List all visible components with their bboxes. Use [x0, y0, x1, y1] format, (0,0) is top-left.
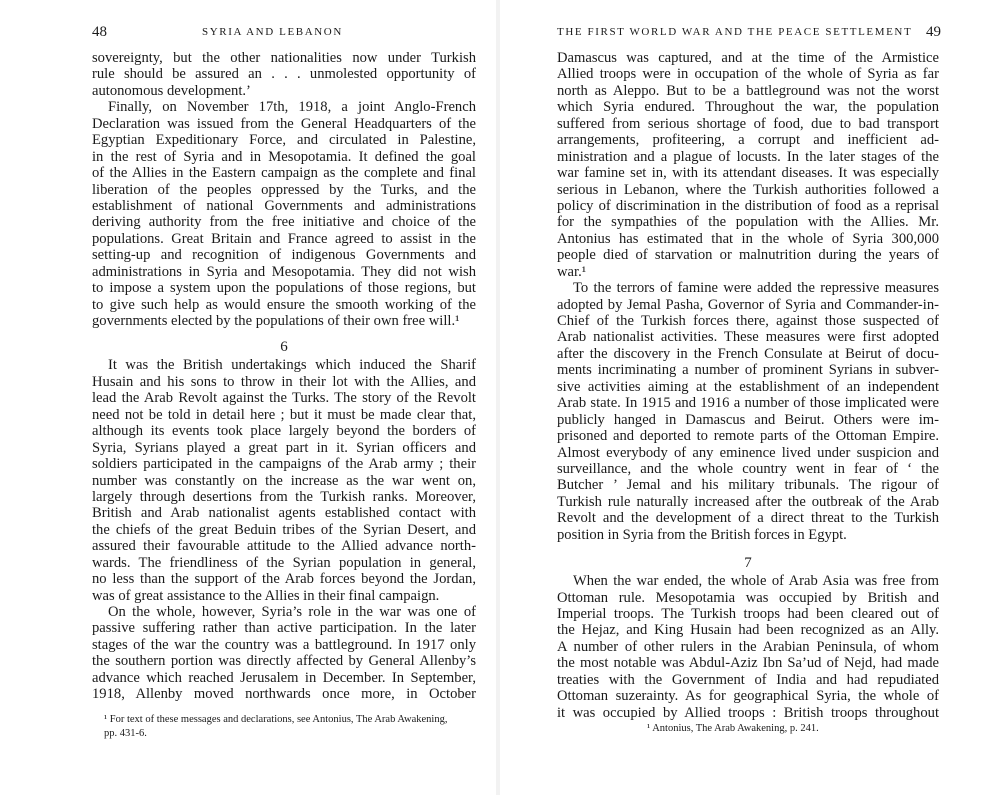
- text-line: it was occupied by Allied troops : British troops throughout: [557, 704, 939, 721]
- text-line: serious in Lebanon, where the Turkish authorities followed a: [557, 181, 939, 198]
- right-running-header: [557, 26, 941, 46]
- text-line: although its events took place largely beyond the borders of: [92, 423, 476, 440]
- right-paragraphs-bottom: [557, 573, 939, 721]
- text-line: largely through desertions from the Turkish ranks. Moreover,: [92, 488, 476, 505]
- text-line: in the rest of Syria and in Mesopotamia. It defined the goal: [92, 148, 476, 165]
- text-line: Imperial troops. The Turkish troops had been cleared out of: [557, 606, 939, 622]
- text-line: To the terrors of famine were added the repressive measures: [573, 280, 939, 297]
- text-line: war famine set in, with its attendant diseases. It was especially: [557, 165, 939, 182]
- text-line: deriving authority from the free initiative and choice of the: [92, 214, 476, 231]
- text-line: passive suffering rather than active participation. In the later: [92, 620, 476, 637]
- text-line: sovereignty, but the other nationalities now under Turkish: [92, 50, 476, 66]
- text-line: populations. Great Britain and France agreed to assist in the: [92, 230, 476, 247]
- text-line: lead the Arab Revolt against the Turks. The story of the Revolt: [92, 390, 476, 407]
- text-line: soldiers participated in the campaigns of the Arab army ; their: [92, 456, 476, 473]
- text-line: sive activities aiming at the establishment of an independent: [557, 378, 939, 395]
- text-line: to give such help as would ensure the smooth working of the: [92, 296, 476, 313]
- text-line: advance which reached Jerusalem in December. In September,: [92, 669, 476, 686]
- text-line: was of great assistance to the Allies in their final campaign.: [92, 587, 440, 604]
- text-line: north as Aleppo. But to be a battleground was not the worst: [557, 82, 939, 99]
- left-section-number: 6: [280, 339, 288, 356]
- right-footnote: [647, 722, 947, 736]
- text-line: establishment of national Governments and administrations: [92, 197, 476, 214]
- text-line: to impose a system upon the populations of those regions, but: [92, 280, 476, 297]
- text-line: Antonius has estimated that in the whole of Syria 300,000: [557, 230, 939, 247]
- text-line: liberation of the peoples oppressed by the Turks, and the: [92, 181, 476, 198]
- right-text-block: [557, 50, 939, 721]
- text-line: Arab nationalist activities. These measures were first adopted: [557, 329, 939, 346]
- text-line: surveillance, and the whole country went in fear of ‘ the: [557, 460, 939, 477]
- text-line: arrangements, profiteering, a corrupt and inefficient ad-: [557, 132, 939, 149]
- text-line: policy of discrimination in the distribution of food as a reprisal: [557, 197, 939, 214]
- text-line: suffered from serious shortage of food, due to bad transport: [557, 115, 939, 132]
- text-line: the most notable was Abdul-Aziz Ibn Sa’ud of Nejd, had made: [557, 655, 939, 672]
- right-page: [500, 0, 998, 795]
- text-line: On the whole, however, Syria’s role in the war was one of: [108, 604, 476, 620]
- left-footnote-line: ¹ For text of these messages and declarations, see Antonius, The Arab Awakening,: [104, 714, 448, 725]
- text-line: ministration and a plague of locusts. In the later stages of the: [557, 148, 939, 165]
- text-line: It was the British undertakings which induced the Sharif: [108, 357, 476, 374]
- text-line: When the war ended, the whole of Arab Asia was free from: [573, 573, 939, 590]
- text-line: the southern portion was directly affected by General Allenby’s: [92, 653, 476, 670]
- left-footnote: [104, 713, 476, 741]
- right-paragraphs-top: [557, 50, 939, 543]
- left-running-header: [92, 26, 476, 46]
- text-line: Turkish rule naturally increased after the outbreak of the Arab: [557, 493, 939, 510]
- left-page-number: 48: [92, 24, 107, 40]
- text-line: Ottoman rule. Mesopotamia was occupied by British and: [557, 589, 939, 606]
- text-line: rule should be assured an . . . unmolested opportunity of: [92, 66, 476, 83]
- right-running-head: THE FIRST WORLD WAR AND THE PEACE SETTLEMENT: [557, 26, 913, 38]
- text-line: governments elected by the populations of their own free will.¹: [92, 313, 460, 329]
- text-line: setting-up and recognition of indigenous Governments and: [92, 247, 476, 264]
- text-line: need not be told in detail here ; but it must be made clear that,: [92, 406, 476, 423]
- text-line: Syria, Syrians played a great part in it. Syrian officers and: [92, 439, 476, 456]
- text-line: Arab state. In 1915 and 1916 a number of those implicated were: [557, 395, 939, 412]
- right-footnote-line: ¹ Antonius, The Arab Awakening, p. 241.: [647, 723, 819, 734]
- text-line: Chief of the Turkish forces there, against those suspected of: [557, 313, 939, 329]
- text-line: Almost everybody of any eminence lived under suspicion and: [557, 444, 939, 461]
- text-line: adopted by Jemal Pasha, Governor of Syria and Commander-in-: [557, 296, 939, 313]
- text-line: Revolt and the development of a direct threat to the Turkish: [557, 510, 939, 527]
- left-paragraphs-top: [92, 50, 476, 329]
- text-line: Declaration was issued from the General Headquarters of the: [92, 115, 476, 132]
- text-line: assured their favourable attitude to the Allied advance north-: [92, 538, 476, 555]
- left-paragraphs-bottom: [92, 357, 476, 702]
- text-line: administrations in Syria and Mesopotamia. They did not wish: [92, 263, 476, 280]
- text-line: position in Syria from the British forces in Egypt.: [557, 526, 847, 543]
- text-line: prisoned and deported to remote parts of the Ottoman Empire.: [557, 428, 939, 445]
- text-line: no less than the support of the Arab forces beyond the Jordan,: [92, 571, 476, 588]
- text-line: wards. The friendliness of the Syrian population in general,: [92, 554, 476, 571]
- left-page: [0, 0, 496, 795]
- text-line: autonomous development.’: [92, 82, 251, 99]
- text-line: for the sympathies of the population with the Allies. Mr.: [557, 214, 939, 231]
- left-running-head: SYRIA AND LEBANON: [202, 26, 343, 38]
- right-section-number: 7: [744, 555, 752, 572]
- right-page-number: 49: [926, 24, 941, 40]
- text-line: British and Arab nationalist agents established contact with: [92, 505, 476, 522]
- text-line: number was constantly on the increase as the war went on,: [92, 472, 476, 489]
- text-line: Husain and his sons to throw in their lot with the Allies, and: [92, 373, 476, 390]
- text-line: the Hejaz, and King Husain had been recognized as an Ally.: [557, 622, 939, 639]
- text-line: Egyptian Expeditionary Force, and circulated in Palestine,: [92, 132, 476, 149]
- left-footnote-line: pp. 431-6.: [104, 728, 147, 739]
- text-line: stages of the war the country was a battleground. In 1917 only: [92, 636, 476, 653]
- text-line: people died of starvation or malnutrition during the years of: [557, 247, 939, 264]
- text-line: publicly hanged in Damascus and Beirut. Others were im-: [557, 411, 939, 428]
- left-text-block: [92, 50, 476, 703]
- text-line: Butcher ’ Jemal and his military tribunals. The rigour of: [557, 477, 939, 494]
- text-line: which Syria endured. Throughout the war, the population: [557, 99, 939, 116]
- text-line: Damascus was captured, and at the time of the Armistice: [557, 50, 939, 66]
- text-line: ments incriminating a number of prominent Syrians in subver-: [557, 362, 939, 379]
- text-line: A number of other rulers in the Arabian Peninsula, of whom: [557, 638, 939, 655]
- text-line: Allied troops were in occupation of the whole of Syria as far: [557, 66, 939, 83]
- text-line: of the Allies in the Eastern campaign as the complete and final: [92, 165, 476, 182]
- text-line: Ottoman suzerainty. As for geographical Syria, the whole of: [557, 688, 939, 705]
- text-line: after the discovery in the French Consulate at Beirut of docu-: [557, 345, 939, 362]
- text-line: treaties with the Government of India and had repudiated: [557, 671, 939, 688]
- text-line: the chiefs of the great Beduin tribes of the Syrian Desert, and: [92, 521, 476, 538]
- text-line: Finally, on November 17th, 1918, a joint Anglo-French: [108, 99, 476, 116]
- text-line: 1918, Allenby moved northwards once more, in October: [92, 686, 476, 703]
- text-line: war.¹: [557, 263, 587, 280]
